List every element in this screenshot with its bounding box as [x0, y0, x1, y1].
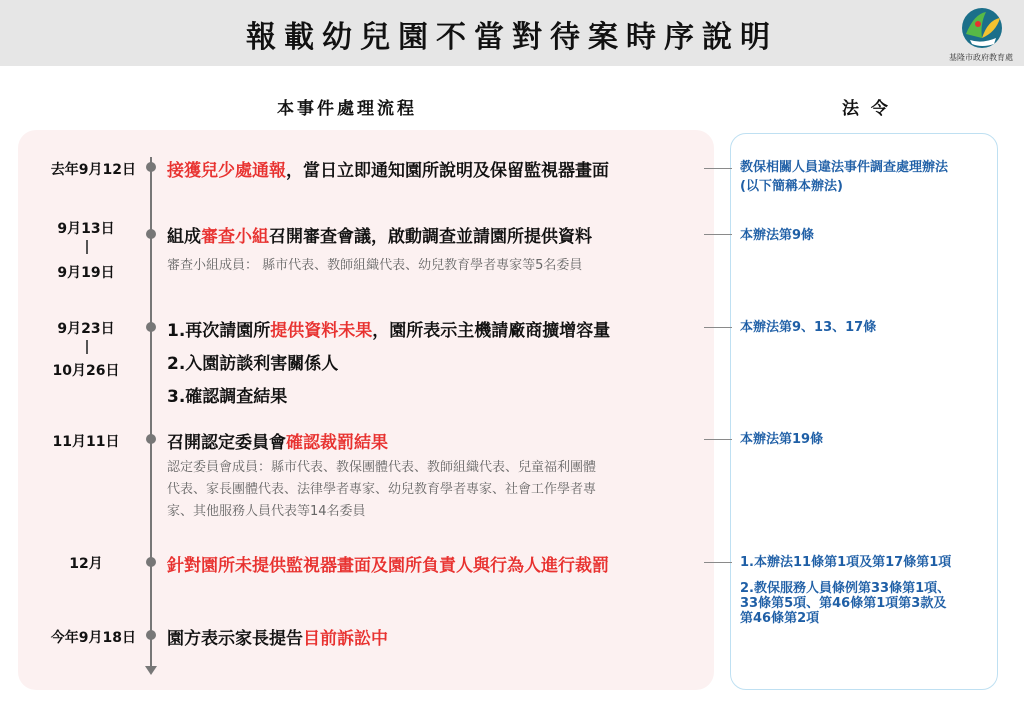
law-line: 2.教保服務人員條例第33條第1項、: [740, 581, 951, 596]
event-title: [167, 156, 609, 181]
timeline-arrow-icon: [145, 666, 157, 675]
connector-line: [704, 327, 732, 328]
page-title: 報載幼兒園不當對待案時序說明: [246, 20, 778, 55]
event-text: 1.再次請園所: [167, 321, 271, 341]
header-bar: [0, 0, 1024, 66]
event-text: 召開認定委員會: [167, 433, 286, 453]
flow-panel: [18, 130, 714, 690]
event-step-1: [167, 316, 610, 341]
event-title: [167, 428, 388, 453]
event-title: [167, 222, 592, 247]
event-text: 園方表示家長提告: [167, 629, 303, 649]
event-highlight: 審查小組: [201, 227, 269, 247]
timeline-dot: [146, 229, 156, 239]
connector-line: [704, 168, 732, 169]
timeline-dot: [146, 557, 156, 567]
event-title: [167, 551, 609, 576]
event-note: [167, 457, 596, 523]
connector-line: [704, 234, 732, 235]
flow-column-title: 本事件處理流程: [277, 99, 417, 119]
timeline-dot: [146, 162, 156, 172]
event-date: 去年9月12日: [50, 162, 136, 178]
event-text: 組成: [167, 227, 201, 247]
timeline-dot: [146, 630, 156, 640]
law-line: 33條第5項、第46條第1項第3款及: [740, 596, 947, 611]
event-date-start: 9月23日: [57, 321, 115, 337]
connector-line: [704, 439, 732, 440]
law-name: 教保相關人員違法事件調查處理辦法: [740, 160, 949, 175]
event-highlight: 確認裁罰結果: [286, 433, 388, 453]
law-item: 本辦法第19條: [740, 432, 824, 447]
event-date-end: 9月19日: [57, 265, 115, 281]
event-text: ，園所表示主機請廠商擴增容量: [372, 321, 611, 341]
law-column-title: 法 令: [842, 99, 891, 119]
event-note-line: 認定委員會成員：縣市代表、教保團體代表、教師組織代表、兒童福利團體: [167, 460, 597, 475]
event-date: 12月: [69, 556, 103, 572]
logo-caption: 基隆市政府教育處: [949, 53, 1013, 62]
law-item: 本辦法第9條: [740, 228, 815, 243]
connector-line: [704, 562, 732, 563]
timeline-dot: [146, 322, 156, 332]
law-item: [740, 160, 948, 194]
event-text: ，當日立即通知園所說明及保留監視器畫面: [286, 161, 609, 181]
date-range-separator: [86, 240, 88, 254]
event-highlight: 提供資料未果: [270, 321, 373, 341]
event-date-start: 9月13日: [57, 221, 115, 237]
event-note: 審查小組成員： 縣市代表、教師組織代表、幼兒教育學者專家等5名委員: [167, 258, 583, 273]
event-date: 11月11日: [52, 434, 120, 450]
event-highlight: 針對園所未提供監視器畫面及園所負責人與行為人進行裁罰: [167, 556, 609, 576]
event-date: 今年9月18日: [50, 630, 136, 646]
law-abbrev-note: (以下簡稱本辦法): [740, 179, 843, 194]
event-date-end: 10月26日: [52, 363, 120, 379]
law-item: 1.本辦法11條第1項及第17條第1項: [740, 555, 952, 570]
law-item: 本辦法第9、13、17條: [740, 320, 877, 335]
event-highlight: 接獲兒少處通報: [167, 161, 286, 181]
event-note-line: 家、其他服務人員代表等14名委員: [167, 504, 366, 519]
event-step-2: 2.入園訪談利害關係人: [167, 354, 339, 374]
event-note-line: 代表、家長團體代表、法律學者專家、幼兒教育學者專家、社會工作學者專: [167, 482, 597, 497]
event-title: [167, 624, 388, 649]
event-highlight: 目前訴訟中: [303, 629, 388, 649]
timeline-dot: [146, 434, 156, 444]
law-line: 第46條第2項: [740, 611, 820, 626]
event-step-3: 3.確認調查結果: [167, 387, 288, 407]
date-range-separator: [86, 340, 88, 354]
event-text: 召開審查會議，啟動調查並請園所提供資料: [269, 227, 592, 247]
law-item: [740, 581, 950, 626]
